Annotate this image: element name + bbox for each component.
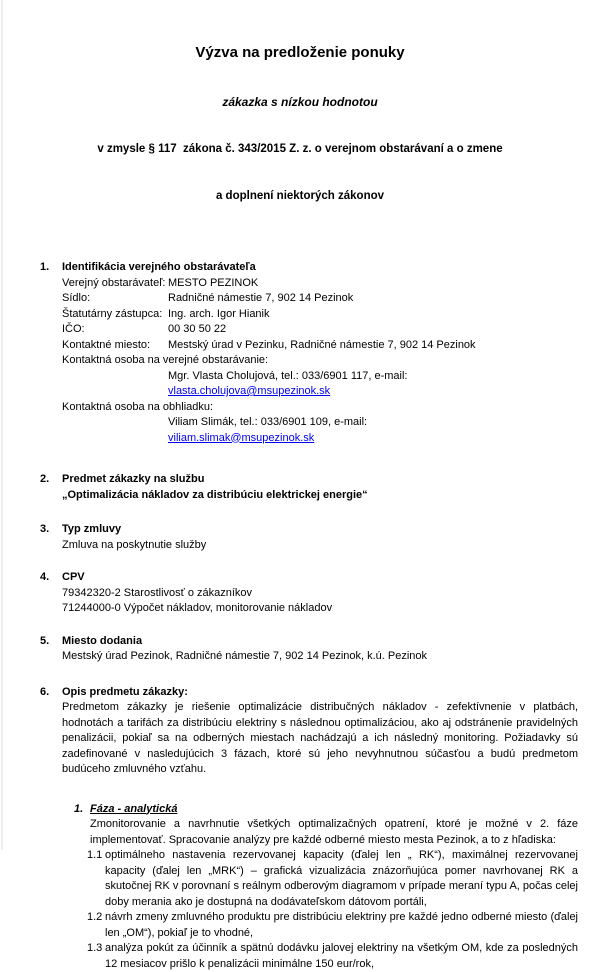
phase-analytical: [74, 802, 578, 849]
section-number: 2.: [40, 472, 62, 503]
section-heading: Miesto dodania: [62, 634, 578, 650]
phase-item-1-1: [87, 848, 578, 910]
phase-item-number: 1.1: [87, 848, 105, 910]
phase-number: 1.: [74, 802, 90, 849]
phase-item-1-2: [87, 910, 578, 941]
delivery-place-value: Mestský úrad Pezinok, Radničné námestie 7, 902 14 Pezinok, k.ú. Pezinok: [62, 649, 578, 665]
section-delivery-place: [40, 634, 578, 665]
section-heading: Predmet zákazky na službu: [62, 472, 578, 488]
section-heading: CPV: [62, 570, 578, 586]
cpv-code-line: 79342320-2 Starostlivosť o zákazníkov: [62, 586, 578, 602]
kv-row-contact-place: [62, 338, 578, 354]
contact-procurement-email-row: [168, 384, 578, 400]
section-number: 6.: [40, 685, 62, 972]
procurement-email-link[interactable]: vlasta.cholujova@msupezinok.sk: [168, 385, 330, 397]
kv-row-address: [62, 291, 578, 307]
phase-item-text: optimálneho nastavenia rezervovanej kapacity (ďalej len „ RK“), maximálnej rezervovanej kapacity (ďalej len „MRK“) – grafická vizualizácia znázorňujúca pomer navrhovanej RK a skutočnej RK v porovnaní s reálnym odberovým diagramom v prípade meraní typu A, počas celej doby merania ako je dostupná na dodávateľskom dátovom portáli,: [105, 848, 578, 910]
kv-value: 00 30 50 22: [168, 322, 578, 338]
section-subject: [40, 472, 578, 503]
phase-item-text: návrh zmeny zmluvného produktu pre distribúciu elektriny pre každé jedno odberné miesto (ďalej len „OM“), pokiaľ je to vhodné,: [105, 910, 578, 941]
document-law-reference-line2: a doplnení niektorých zákonov: [0, 188, 600, 204]
section-number: 1.: [40, 260, 62, 446]
section-number: 3.: [40, 522, 62, 553]
scan-edge-artifact: [1, 0, 3, 850]
kv-label: Kontaktné miesto:: [62, 338, 168, 354]
document-content: [0, 260, 600, 972]
section-identification: [40, 260, 578, 446]
kv-row-representative: [62, 307, 578, 323]
phase-intro-paragraph: Zmonitorovanie a navrhnutie všetkých optimalizačných opatrení, ktoré je možné v 2. fáze implementovať. Spracovanie analýzy pre každé odberné miesto mesta Pezinok, a to z hľadiska:: [90, 817, 578, 848]
kv-value: Ing. arch. Igor Hianik: [168, 307, 578, 323]
kv-label: Verejný obstarávateľ:: [62, 276, 168, 292]
section-heading: Opis predmetu zákazky:: [62, 685, 578, 701]
document-title: Výzva na predloženie ponuky: [0, 43, 600, 63]
kv-label: Sídlo:: [62, 291, 168, 307]
kv-label: IČO:: [62, 322, 168, 338]
section-contract-type: [40, 522, 578, 553]
inspection-email-link[interactable]: viliam.slimak@msupezinok.sk: [168, 432, 314, 444]
contact-procurement-label: Kontaktná osoba na verejné obstarávanie:: [62, 353, 578, 369]
section-heading: Typ zmluvy: [62, 522, 578, 538]
phase-item-number: 1.3: [87, 941, 105, 972]
phase-item-1-3: [87, 941, 578, 972]
phase-heading: Fáza - analytická: [90, 802, 578, 818]
contact-inspection-email-row: [168, 431, 578, 447]
kv-row-authority: [62, 276, 578, 292]
section-heading: Identifikácia verejného obstarávateľa: [62, 260, 578, 276]
document-header: [0, 0, 600, 235]
contact-procurement-line: Mgr. Vlasta Cholujová, tel.: 033/6901 117, e-mail:: [168, 369, 578, 385]
kv-row-ico: [62, 322, 578, 338]
contact-inspection-line: Viliam Slimák, tel.: 033/6901 109, e-mail:: [168, 415, 578, 431]
kv-label: Štatutárny zástupca:: [62, 307, 168, 323]
kv-value: Radničné námestie 7, 902 14 Pezinok: [168, 291, 578, 307]
contract-type-value: Zmluva na poskytnutie služby: [62, 538, 578, 554]
contact-inspection-label: Kontaktná osoba na obhliadku:: [62, 400, 578, 416]
kv-value: MESTO PEZINOK: [168, 276, 578, 292]
kv-value: Mestský úrad v Pezinku, Radničné námestie 7, 902 14 Pezinok: [168, 338, 578, 354]
contract-subject-title: „Optimalizácia nákladov za distribúciu elektrickej energie“: [62, 488, 578, 504]
section-number: 4.: [40, 570, 62, 617]
phase-item-number: 1.2: [87, 910, 105, 941]
cpv-code-line: 71244000-0 Výpočet nákladov, monitorovanie nákladov: [62, 601, 578, 617]
section-number: 5.: [40, 634, 62, 665]
document-law-reference-line1: v zmysle § 117 zákona č. 343/2015 Z. z. o verejnom obstarávaní a o zmene: [0, 141, 600, 157]
section-description: [40, 685, 578, 972]
description-paragraph: Predmetom zákazky je riešenie optimalizácie distribučných nákladov - zefektívnenie v platbách, hodnotách a tarifách za distribúciu elektriny s následnou optimalizáciou, ako aj odstránenie pravidelných penalizácii, pokiaľ sa na odberných miestach nachádzajú a ich následný monitoring. Požiadavky sú zadefinované v nasledujúcich 3 fázach, ktoré sú jeho nevyhnutnou súčasťou a budú predmetom budúceho zmluvného vzťahu.: [62, 700, 578, 778]
section-cpv: [40, 570, 578, 617]
document-subtitle: zákazka s nízkou hodnotou: [0, 94, 600, 110]
phase-item-text: analýza pokút za účinník a spätnú dodávku jalovej elektriny na všetkým OM, kde za posledných 12 mesiacov prišlo k penalizácii minimálne 150 eur/rok,: [105, 941, 578, 972]
